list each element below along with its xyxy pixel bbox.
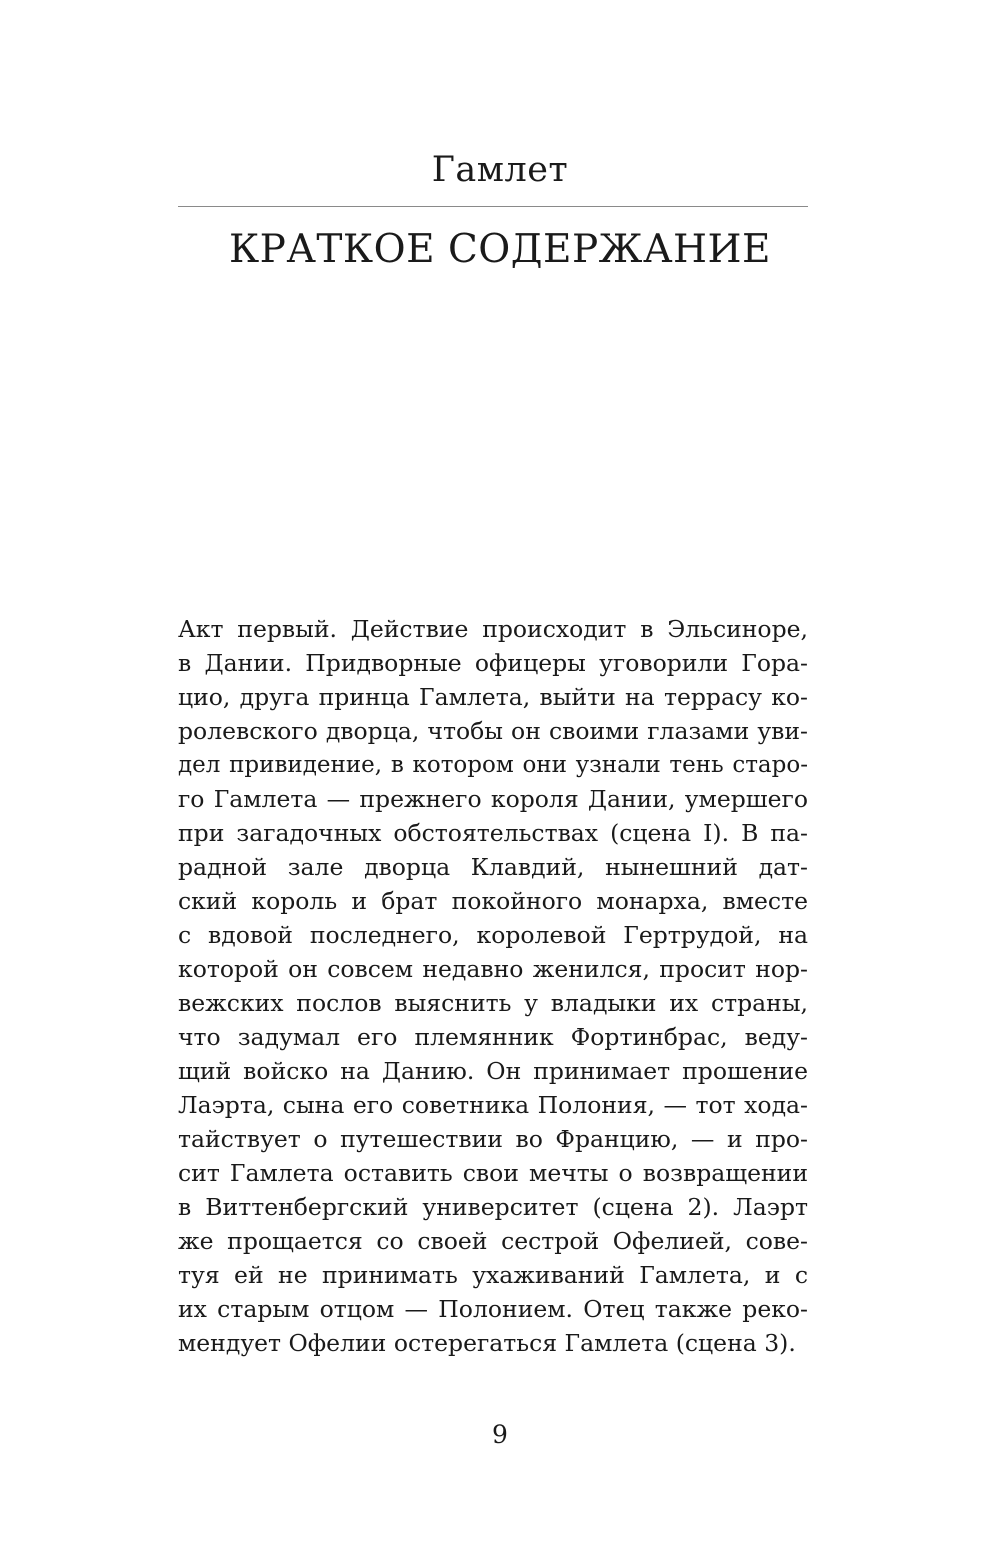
- text-line: ролевского дворца, чтобы он своими глазами уви-: [178, 717, 808, 745]
- text-line: тайствует о путешествии во Францию, — и про-: [178, 1125, 808, 1153]
- chapter-title: КРАТКОЕ СОДЕРЖАНИЕ: [228, 227, 772, 272]
- text-line: же прощается со своей сестрой Офелией, сове-: [178, 1227, 808, 1255]
- text-line: сит Гамлета оставить свои мечты о возвращении: [178, 1159, 808, 1187]
- text-line: их старым отцом — Полонием. Отец также реко-: [178, 1295, 808, 1323]
- text-line: с вдовой последнего, королевой Гертрудой, на: [178, 921, 808, 949]
- text-line: го Гамлета — прежнего короля Дании, умершего: [178, 785, 808, 813]
- running-head: Гамлет: [431, 150, 569, 190]
- text-line: дел привидение, в котором они узнали тень старо-: [178, 752, 808, 778]
- text-line: что задумал его племянник Фортинбрас, веду-: [178, 1023, 808, 1051]
- text-line: ский король и брат покойного монарха, вместе: [178, 887, 808, 915]
- text-line: вежских послов выяснить у владыки их страны,: [178, 989, 808, 1017]
- text-line: в Виттенбергский университет (сцена 2). Лаэрт: [178, 1193, 808, 1221]
- text-line: которой он совсем недавно женился, просит нор-: [178, 955, 808, 983]
- text-line: Акт первый. Действие происходит в Эльсиноре,: [178, 615, 808, 643]
- text-line: при загадочных обстоятельствах (сцена I). В па-: [178, 819, 808, 847]
- page-number: 9: [492, 1420, 508, 1449]
- text-line: радной зале дворца Клавдий, нынешний дат-: [178, 853, 808, 881]
- header-rule: [178, 206, 808, 207]
- body-paragraph: [178, 612, 808, 1360]
- text-line: Лаэрта, сына его советника Полония, — тот хода-: [178, 1091, 808, 1119]
- text-line: щий войско на Данию. Он принимает прошение: [178, 1057, 808, 1085]
- text-line: цио, друга принца Гамлета, выйти на террасу ко-: [178, 683, 808, 711]
- text-line: мендует Офелии остерегаться Гамлета (сцена 3).: [178, 1329, 796, 1357]
- text-line: в Дании. Придворные офицеры уговорили Гора-: [178, 649, 808, 677]
- text-line: туя ей не принимать ухаживаний Гамлета, и с: [178, 1261, 808, 1289]
